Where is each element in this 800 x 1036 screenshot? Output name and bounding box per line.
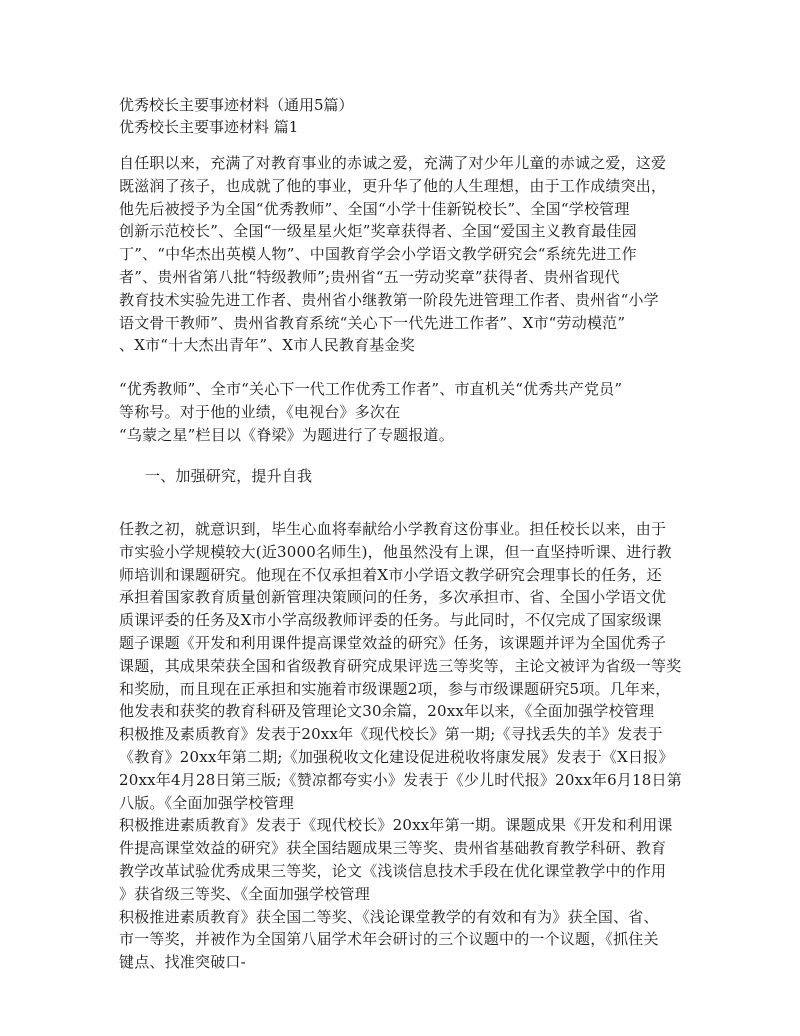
paragraph-2: “优秀教师”、全市“关心下一代工作优秀工作者”、市直机关“优秀共产党员” 等称号。对于他的业绩，《电视台》多次在 “乌蒙之星”栏目以《脊梁》为题进行了专题报道。 (119, 380, 623, 444)
paragraph-1: 自任职以来，充满了对教育事业的赤诚之爱，充满了对少年儿童的赤诚之爱，这爱 既滋润了孩子，也成就了他的事业，更升华了他的人生理想，由于工作成绩突出， 他先后被授予为全国“优秀教师”、全国“小学十佳新锐校长”、全国“学校管理 创新示范校长”、全国“一级星星火炬”奖章获得者、全国“爱国主义教育最佳园 丁”、“中华杰出英模人物”、中国教育学会小学语文教学研究会“系统先进工作 者”、贵州省第八批“特级教师”;贵州省“五一劳动奖章”获得者、贵州省现代 教育技术实验先进工作者、贵州省小继教第一阶段先进管理工作者、贵州省“小学 语文骨干教师”、贵州省教育系统“关心下一代先进工作者”、X市“劳动模范” 、X市“十大杰出青年”、X市人民教育基金奖 (119, 154, 667, 355)
paragraph-3: 任教之初，就意识到，毕生心血将奉献给小学教育这份事业。担任校长以来，由于 市实验小学规模较大(近3000名师生)，他虽然没有上课，但一直坚持听课、进行教 师培训和课题研究。他现在不仅承担着X市小学语文教学研究会理事长的任务，还 承担着国家教育质量创新管理决策顾问的任务，多次承担市、省、全国小学语文优 质课评委的任务及X市小学高级教师评委的任务。与此同时，不仅完成了国家级课 题子课题《开发和利用课件提高课堂效益的研究》任务，该课题并评为全国优秀子 课题，其成果荣获全国和省级教育研究成果评选三等奖等，主论文被评为省级一等奖 和奖励，而且现在正承担和实施着市级课题2项，参与市级课题研究5项。几年来， 他发表和获奖的教育科研及管理论文30余篇，20xx年以来，《全面加强学校管理 积极推及素质教育》发表于20xx年《现代校长》第一期;《寻找丢失的羊》发表于 《教育》20xx年第二期;《加强税收文化建设促进税收将康发展》发表于《X日报》 20xx年4月28日第三版;《赞凉都夸实小》发表于《少儿时代报》20xx年6月18日第 八版。《全面加强学校管理 积极推进素质教育》发表于《现代校长》20xx年第一期。课题成果《开发和利用课 件提高课堂效益的研究》获全国结题成果三等奖、贵州省基础教育教学科研、教育 教学改革试验优秀成果三等奖，论文《浅谈信息技术手段在优化课堂教学中的作用 》获省级三等奖、《全面加强学校管理 积极推进素质教育》获全国二等奖、《浅论课堂教学的有效和有为》获全国、省、 市一等奖，并被作为全国第八届学术年会研讨的三个议题中的一个议题，《抓住关 键点、找准突破口- (119, 520, 682, 972)
title-block (119, 94, 354, 138)
section-heading-1: 一、加强研究，提升自我 (145, 467, 313, 485)
document-subtitle: 优秀校长主要事迹材料 篇1 (119, 118, 299, 136)
document-title: 优秀校长主要事迹材料（通用5篇） (119, 96, 354, 114)
